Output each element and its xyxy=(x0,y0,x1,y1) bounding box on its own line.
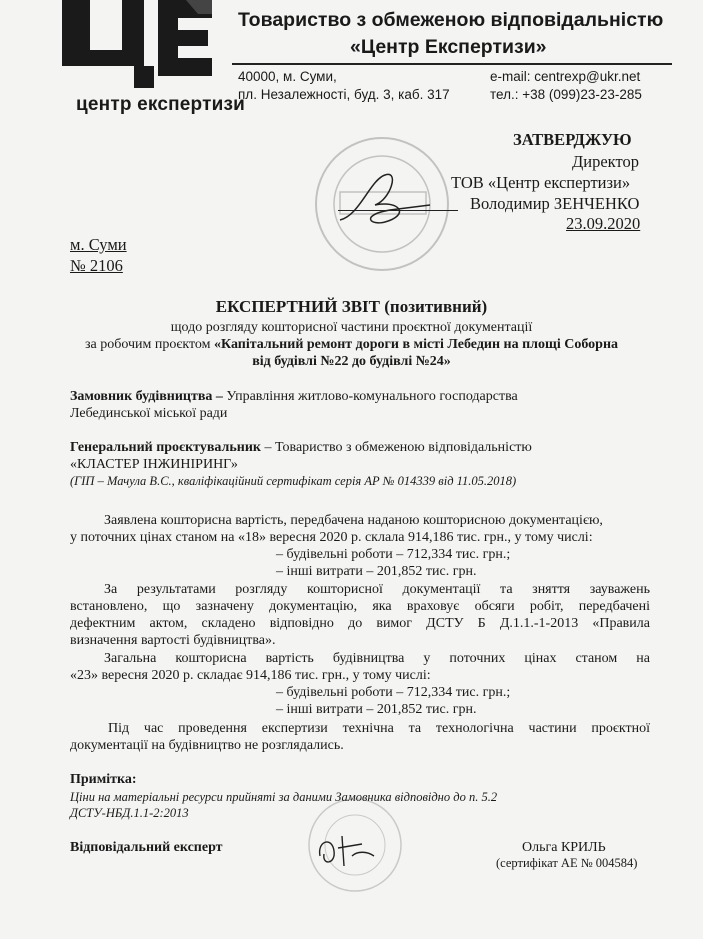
p2-line4: визначення вартості будівництва». xyxy=(70,633,276,648)
p3-line2: «23» вересня 2020 р. складає 914,186 тис. грн., у тому числі: xyxy=(70,668,431,683)
note-line1: Ціни на матеріальні ресурси прийняті за даними Замовника відповідно до п. 5.2 xyxy=(70,790,498,804)
org-name-line1: Товариство з обмеженою відповідальністю xyxy=(238,9,664,31)
customer-label: Замовник будівництва – xyxy=(70,389,223,404)
approval-title: ЗАТВЕРДЖУЮ xyxy=(513,130,632,149)
p3-item2: – інші витрати – 201,852 тис. грн. xyxy=(276,702,477,717)
report-project-line2: від будівлі №22 до будівлі №24» xyxy=(252,354,451,369)
logo-text: центр експертизи xyxy=(76,94,246,115)
p4-line2: документації на будівництво не розглядались. xyxy=(70,738,344,753)
report-subtitle: щодо розгляду кошторисної частини проєктної документації xyxy=(170,320,533,335)
p2-line2: встановлено, що зазначену документацію, яка враховує обсяги робіт, передбачені xyxy=(70,599,650,614)
approval-name: Володимир ЗЕНЧЕНКО xyxy=(470,194,640,213)
approval-date: 23.09.2020 xyxy=(566,214,641,233)
designer-label: Генеральний проєктувальник xyxy=(70,440,262,455)
customer-line1 xyxy=(70,388,518,405)
phone-text: тел.: +38 (099)23-23-285 xyxy=(490,87,642,102)
report-project-line1 xyxy=(0,336,703,353)
p1-item1: – будівельні роботи – 712,334 тис. грн.; xyxy=(276,547,511,562)
report-title: ЕКСПЕРТНИЙ ЗВІТ (позитивний) xyxy=(215,297,488,316)
address-line2: пл. Незалежності, буд. 3, каб. 317 xyxy=(238,87,450,102)
note-label: Примітка: xyxy=(70,772,137,787)
approval-company: ТОВ «Центр експертизи» xyxy=(451,173,631,192)
expert-certificate: (сертифікат АЕ № 004584) xyxy=(496,856,638,870)
signature-icon xyxy=(330,160,440,240)
designer-value: – Товариство з обмеженою відповідальністю xyxy=(261,440,532,455)
p1-line2: у поточних цінах станом на «18» вересня 2020 р. склала 914,186 тис. грн., у тому числі: xyxy=(70,530,593,545)
note-line2: ДСТУ-НБД.1.1-2:2013 xyxy=(70,806,189,820)
approval-position: Директор xyxy=(572,152,639,171)
project-prefix: за робочим проєктом xyxy=(84,337,215,352)
company-logo xyxy=(62,0,212,92)
designer-note: (ГІП – Мачула В.С., кваліфікаційний сертифікат серія АР № 014339 від 11.05.2018) xyxy=(70,474,517,488)
customer-line2: Лебединської міської ради xyxy=(70,406,228,421)
p4-line1: Під час проведення експертизи технічна та технологічна частини проєктної xyxy=(108,721,650,736)
p2-line1: За результатами розгляду кошторисної документації та зняття зауважень xyxy=(104,582,650,597)
p1-line1: Заявлена кошторисна вартість, передбачена наданою кошторисною документацією, xyxy=(104,513,603,528)
doc-city: м. Суми xyxy=(70,235,127,254)
p2-line3: дефектним актом, складено відповідно до вимог ДСТУ Б Д.1.1.-1-2013 «Правила xyxy=(70,616,650,631)
expert-signature-icon xyxy=(312,826,382,876)
expert-name: Ольга КРИЛЬ xyxy=(522,840,606,855)
doc-number: № 2106 xyxy=(70,256,123,275)
org-name-line2: «Центр Експертизи» xyxy=(350,36,547,58)
expert-label: Відповідальний експерт xyxy=(70,840,223,855)
project-name: «Капітальний ремонт дороги в місті Лебедин на площі Соборна xyxy=(214,337,619,352)
designer-line2: «КЛАСТЕР ІНЖИНІРИНГ» xyxy=(70,457,238,472)
p3-item1: – будівельні роботи – 712,334 тис. грн.; xyxy=(276,685,511,700)
p3-line1: Загальна кошторисна вартість будівництва у поточних цінах станом на xyxy=(104,651,650,666)
email-text: e-mail: centrexp@ukr.net xyxy=(490,69,641,84)
designer-line1 xyxy=(70,439,532,456)
header-divider xyxy=(232,63,672,65)
customer-value: Управління житлово-комунального господарства xyxy=(222,389,518,404)
address-line1: 40000, м. Суми, xyxy=(238,69,337,84)
p1-item2: – інші витрати – 201,852 тис. грн. xyxy=(276,564,477,579)
